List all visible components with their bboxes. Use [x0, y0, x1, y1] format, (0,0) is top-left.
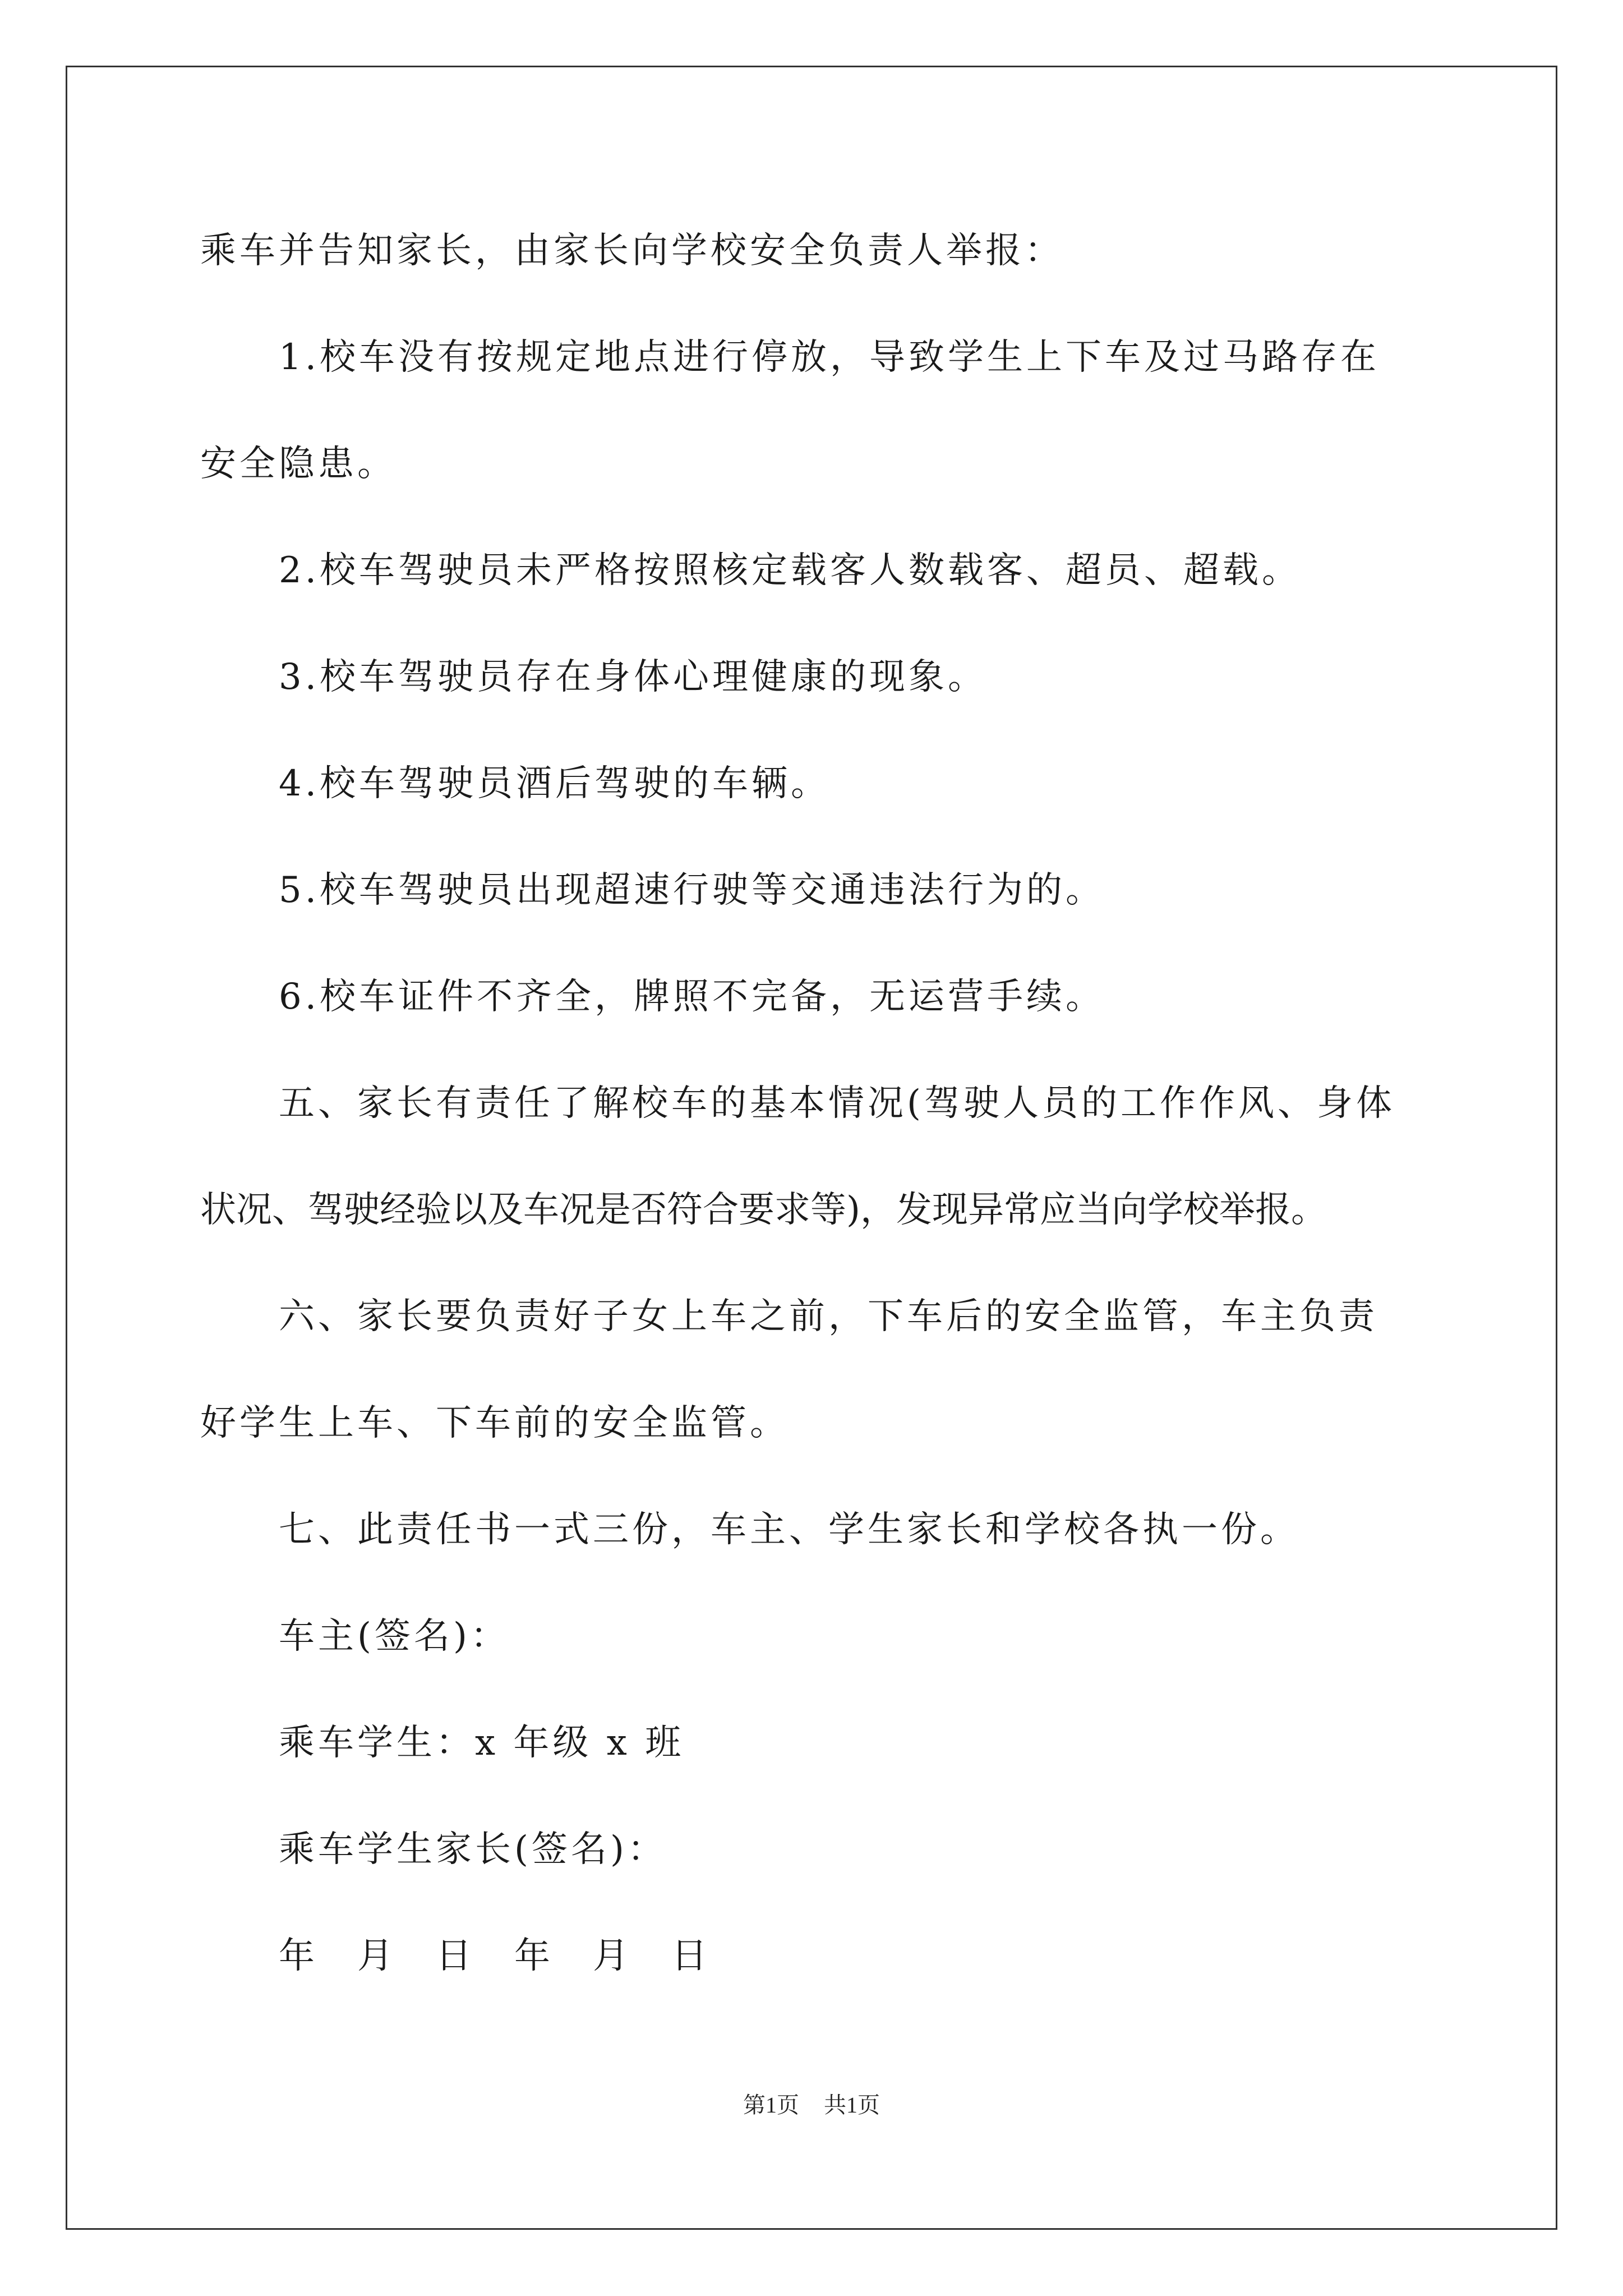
clause-five: 五、家长有责任了解校车的基本情况(驾驶人员的工作作风、身体: [279, 1083, 1395, 1124]
clause-five-continuation: 状况、驾驶经验以及车况是否符合要求等)，发现异常应当向学校举报。: [200, 1189, 1327, 1231]
list-item-1-continuation: 安全隐患。: [200, 443, 396, 485]
page-footer: [0, 2091, 1623, 2119]
list-item-5: 5.校车驾驶员出现超速行驶等交通违法行为的。: [279, 869, 1105, 911]
signature-parent: 乘车学生家长(签名)：: [279, 1829, 667, 1870]
list-item-3: 3.校车驾驶员存在身体心理健康的现象。: [279, 656, 988, 698]
clause-six: 六、家长要负责好子女上车之前，下车后的安全监管，车主负责: [279, 1296, 1378, 1337]
list-item-1: 1.校车没有按规定地点进行停放，导致学生上下车及过马路存在: [279, 337, 1380, 378]
student-class-line: 乘车学生：x 年级 x 班: [279, 1722, 685, 1764]
page-current: 第1页: [743, 2092, 799, 2118]
paragraph-text: 乘车并告知家长，由家长向学校安全负责人举报：: [200, 230, 1064, 272]
list-item-2: 2.校车驾驶员未严格按照核定载客人数载客、超员、超载。: [279, 550, 1302, 591]
page-total: 共1页: [824, 2092, 880, 2118]
page-frame: [66, 66, 1557, 2230]
list-item-4: 4.校车驾驶员酒后驾驶的车辆。: [279, 763, 831, 804]
list-item-6: 6.校车证件不齐全，牌照不完备，无运营手续。: [279, 976, 1105, 1018]
signature-owner: 车主(签名)：: [279, 1616, 510, 1657]
date-line: 年 月 日 年 月 日: [279, 1935, 711, 1977]
clause-six-continuation: 好学生上车、下车前的安全监管。: [200, 1402, 789, 1444]
clause-seven: 七、此责任书一式三份，车主、学生家长和学校各执一份。: [279, 1509, 1299, 1550]
